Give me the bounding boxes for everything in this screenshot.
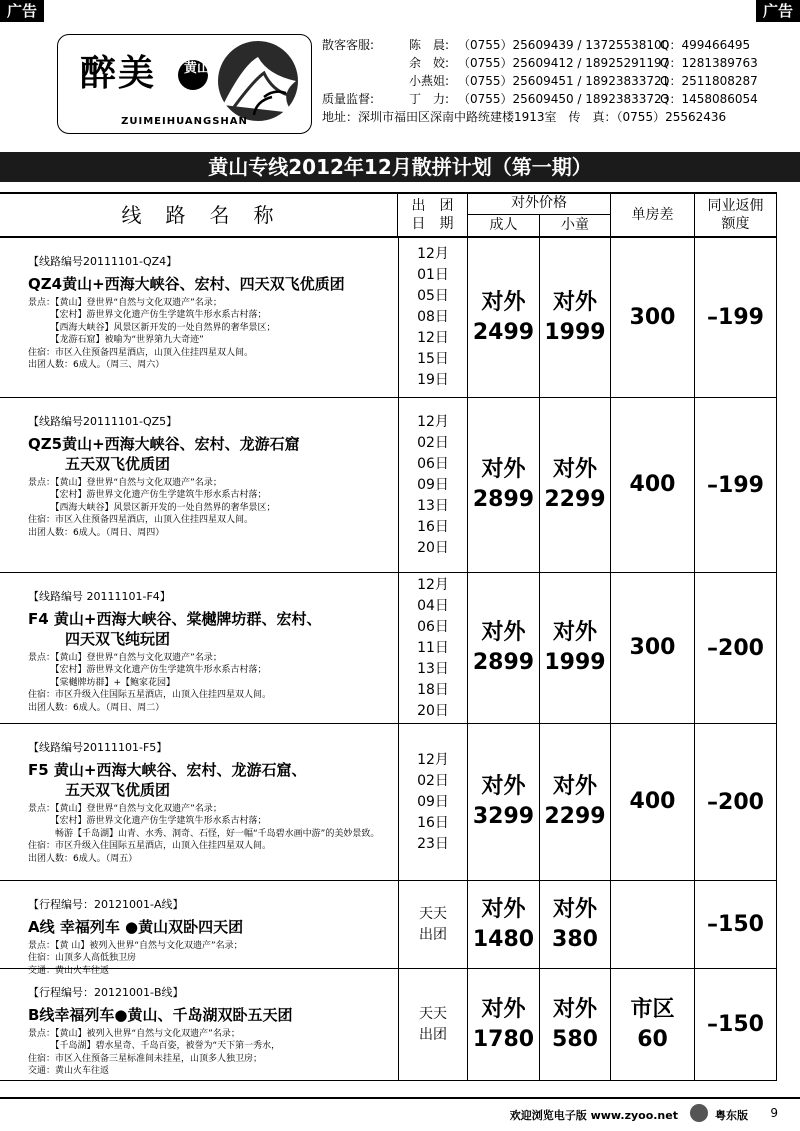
child-price-line: 对外 — [552, 620, 597, 645]
route-detail-line: 【龙游石窟】被喻为“世界第九大奇迹” — [28, 335, 204, 345]
footer-edition: 粤东版 — [715, 1109, 748, 1122]
adult-price — [468, 969, 540, 1081]
single-supplement — [611, 881, 695, 969]
contact-qq: Q：1281389763 — [660, 56, 758, 70]
ad-label-left: 广告 — [0, 0, 44, 22]
single-supplement — [611, 238, 695, 398]
contact-block — [322, 36, 792, 126]
header-adult: 成人 — [468, 215, 540, 236]
adult-price-line: 对外 — [481, 620, 526, 645]
commission-value: –199 — [695, 238, 777, 398]
route-detail-line: 交通：黄山火车往返 — [28, 1066, 110, 1076]
address-line: 地址：深圳市福田区深南中路统建楼1913室 传 真：（0755）25562436 — [322, 110, 727, 124]
route-detail-line: 景点：【黄山】被列入世界“自然与文化双遗产”名录； — [28, 1028, 240, 1039]
child-price-line: 对外 — [552, 896, 597, 922]
child-price-line: 对外 — [552, 996, 597, 1022]
route-code: 【行程编号：20121001-B线】 — [28, 986, 184, 999]
depart-dates-line: 23日 — [417, 835, 449, 852]
header-child: 小童 — [561, 217, 589, 233]
route-info — [28, 256, 396, 372]
contact-label: 散客客服: — [322, 38, 375, 52]
route-detail-line: 【棠樾牌坊群】+【鲍家花园】 — [28, 677, 176, 688]
route-info — [28, 416, 396, 539]
contact-name: 陈 晨: — [408, 38, 449, 52]
adult-price-line: 2899 — [472, 487, 535, 512]
header-route: 线 路 名 称 — [0, 192, 398, 238]
single-supplement-line: 市区 — [630, 996, 675, 1022]
depart-dates-line: 出团 — [419, 926, 447, 943]
child-price — [540, 724, 611, 881]
route-code: 【线路编号20111101-QZ4】 — [28, 255, 178, 268]
route-info — [28, 742, 396, 865]
single-supplement — [611, 724, 695, 881]
adult-price — [468, 398, 540, 573]
route-detail-line: 【宏村】游世界文化遗产仿生学建筑牛形水系古村落； — [28, 490, 267, 500]
adult-price-line: 对外 — [481, 996, 526, 1022]
depart-dates-line: 01日 — [417, 267, 449, 283]
logo-accent-text: 黄山 — [184, 61, 211, 76]
route-detail-line: 【千岛湖】碧水星奇、千岛百姿，被誉为“天下第一秀水， — [28, 1041, 281, 1051]
contact-phone: （0755）25609412 / 18925291197 — [458, 56, 670, 70]
depart-dates-line: 20日 — [417, 539, 449, 556]
route-detail-line: 景点：【黄山】登世界“自然与文化双遗产”名录； — [28, 297, 222, 308]
adult-price-line: 对外 — [481, 896, 526, 922]
depart-dates — [398, 881, 468, 969]
depart-dates-line: 05日 — [417, 288, 449, 304]
depart-dates-line: 11日 — [417, 639, 449, 656]
single-supplement-line: 300 — [629, 635, 676, 660]
child-price-line: 对外 — [552, 774, 597, 799]
page-number: 9 — [770, 1106, 778, 1120]
route-detail-line: 【宏村】游世界文化遗产仿生学建筑牛形水系古村落； — [28, 665, 267, 675]
route-title-line2: 五天双飞优质团 — [65, 454, 171, 473]
depart-dates-line: 15日 — [417, 351, 449, 367]
route-title — [28, 917, 396, 937]
adult-price — [468, 881, 540, 969]
depart-dates-line: 06日 — [417, 618, 449, 635]
adult-price-line: 1780 — [472, 1026, 535, 1052]
child-price-line: 2299 — [544, 804, 606, 829]
route-title-line1: QZ5黄山+西海大峡谷、宏村、龙游石窟 — [28, 434, 300, 453]
route-detail-line: 畅游【千岛湖】山青、水秀、洞奇、石怪，好一幅“千岛碧水画中游”的美妙景致。 — [28, 828, 380, 839]
child-price-line: 对外 — [552, 289, 597, 315]
contact-qq: Q：2511808287 — [660, 74, 758, 88]
route-detail-line: 【宏村】游世界文化遗产仿生学建筑牛形水系古村落； — [28, 816, 267, 826]
route-title-line2: 五天双飞优质团 — [65, 780, 171, 799]
contact-qq: Q：499466495 — [660, 38, 751, 52]
route-detail-line: 景点：【黄 山】被列入世界“自然与文化双遗产”名录； — [28, 940, 243, 951]
child-price — [540, 573, 611, 724]
depart-dates-line: 12月 — [417, 246, 449, 262]
child-price — [540, 881, 611, 969]
route-info — [28, 987, 396, 1078]
depart-dates-line: 04日 — [417, 597, 449, 614]
child-price — [540, 238, 611, 398]
depart-dates-line: 12日 — [417, 330, 449, 346]
adult-price-line: 对外 — [481, 457, 526, 482]
route-title — [28, 760, 396, 800]
route-detail-line: 景点：【黄山】登世界“自然与文化双遗产”名录； — [28, 477, 222, 488]
header-single: 单房差 — [611, 192, 695, 238]
route-title-line2: 四天双飞纯玩团 — [65, 629, 171, 648]
adult-price-line: 对外 — [481, 774, 526, 799]
header-price-label: 对外价格 — [468, 192, 610, 215]
ad-label-right: 广告 — [756, 0, 800, 22]
route-detail-line: 【西海大峡谷】风景区新开发的一处自然界的奢华景区； — [28, 322, 276, 333]
depart-dates-line: 20日 — [417, 702, 449, 719]
route-detail-line: 住宿：市区升级入住国际五星酒店，山顶入住挂四星双人间。 — [28, 690, 272, 700]
edition-badge-icon — [690, 1104, 708, 1122]
child-price-line: 1999 — [544, 319, 606, 345]
route-detail-line: 交通：黄山火车往返 — [28, 965, 110, 976]
route-detail-line: 住宿：市区升级入住国际五星酒店，山顶入住挂四星双人间。 — [28, 841, 272, 851]
header-price — [468, 192, 611, 238]
route-info — [28, 899, 396, 977]
adult-price — [468, 724, 540, 881]
route-code: 【行程编号：20121001-A线】 — [28, 898, 184, 911]
adult-price — [468, 238, 540, 398]
single-supplement-line: 60 — [637, 1026, 668, 1052]
depart-dates-line: 12月 — [417, 751, 449, 768]
depart-dates — [398, 573, 468, 724]
page-footer — [0, 1097, 800, 1131]
contact-label: 质量监督: — [322, 92, 375, 106]
commission-value: –150 — [695, 881, 777, 969]
commission-value: –200 — [695, 573, 777, 724]
route-detail-line: 【西海大峡谷】风景区新开发的一处自然界的奢华景区； — [28, 502, 276, 513]
depart-dates-line: 天天 — [419, 905, 447, 922]
contact-name: 小燕姐: — [408, 74, 449, 88]
child-price-line: 对外 — [552, 457, 597, 482]
depart-dates-line: 天天 — [419, 1005, 447, 1022]
route-code: 【线路编号20111101-F5】 — [28, 741, 168, 754]
route-title-line1: F4 黄山+西海大峡谷、棠樾牌坊群、宏村、 — [28, 609, 322, 628]
adult-price-line: 2499 — [472, 319, 535, 345]
depart-dates-line: 02日 — [417, 772, 449, 789]
depart-dates-line: 12月 — [417, 576, 449, 593]
depart-dates-line: 13日 — [417, 497, 449, 514]
adult-price-line: 3299 — [472, 804, 535, 829]
header-commission-line2: 额度 — [721, 216, 750, 232]
route-info — [28, 591, 396, 714]
contact-row — [322, 54, 792, 72]
contact-row — [322, 36, 792, 54]
contact-phone: （0755）25609450 / 18923833723 — [458, 92, 670, 106]
commission-value: –199 — [695, 398, 777, 573]
commission-value: –200 — [695, 724, 777, 881]
single-supplement — [611, 573, 695, 724]
header-depart-line1: 出 团 — [411, 198, 454, 214]
route-title-line1: B线幸福列车●黄山、千岛湖双卧五天团 — [28, 1005, 293, 1024]
depart-dates-line: 16日 — [417, 518, 449, 535]
depart-dates-line: 08日 — [417, 309, 449, 325]
single-supplement-line: 400 — [629, 789, 676, 814]
route-title — [28, 434, 396, 474]
depart-dates-line: 02日 — [417, 434, 449, 451]
logo-main-text: 醉美 — [80, 52, 157, 94]
child-price-line: 2299 — [544, 487, 606, 512]
route-title — [28, 274, 396, 294]
depart-dates-line: 18日 — [417, 681, 449, 698]
footer-text: 欢迎浏览电子版 www.zyoo.net — [509, 1109, 678, 1122]
header-depart-line2: 日 期 — [411, 216, 454, 232]
contact-qq: Q：1458086054 — [660, 92, 758, 106]
adult-price-line: 2899 — [472, 650, 535, 675]
route-detail-line: 出团人数：6成人。（周日、周四） — [28, 527, 165, 538]
route-detail-line: 住宿：山顶多人高低独卫房 — [28, 953, 137, 963]
route-title — [28, 1005, 396, 1025]
child-price-line: 380 — [552, 926, 598, 952]
depart-dates-line: 09日 — [417, 476, 449, 493]
route-title — [28, 609, 396, 649]
depart-dates — [398, 969, 468, 1081]
route-detail-line: 景点：【黄山】登世界“自然与文化双遗产”名录； — [28, 652, 222, 663]
adult-price-line: 对外 — [481, 289, 526, 315]
depart-dates-line: 13日 — [417, 660, 449, 677]
child-price — [540, 969, 611, 1081]
depart-dates — [398, 238, 468, 398]
depart-dates-line: 19日 — [417, 372, 449, 388]
single-supplement-line: 400 — [629, 472, 676, 497]
logo-subtitle: ZUIMEIHUANGSHAN — [121, 116, 248, 127]
child-price-line: 1999 — [544, 650, 606, 675]
single-supplement — [611, 398, 695, 573]
contact-row — [322, 90, 792, 108]
route-detail-line: 出团人数：6成人。（周五） — [28, 853, 138, 864]
page-title: 黄山专线2012年12月散拼计划（第一期） — [0, 152, 800, 182]
single-supplement-line: 300 — [629, 304, 676, 330]
adult-price-line: 1480 — [472, 926, 535, 952]
child-price-line: 580 — [552, 1026, 598, 1052]
route-detail-line: 出团人数：6成人。（周日、周二） — [28, 702, 165, 713]
route-code: 【线路编号20111101-QZ5】 — [28, 415, 178, 428]
route-detail-line: 住宿：市区入住预备四星酒店，山顶入住挂四星双人间。 — [28, 347, 254, 358]
header-commission-line1: 同业返佣 — [707, 198, 764, 214]
contact-name: 丁 力: — [408, 92, 449, 106]
brand-logo — [57, 34, 312, 134]
route-detail-line: 景点：【黄山】登世界“自然与文化双遗产”名录； — [28, 803, 222, 814]
commission-value: –150 — [695, 969, 777, 1081]
contact-phone: （0755）25609439 / 13725538100 — [458, 38, 670, 52]
route-title-line1: QZ4黄山+西海大峡谷、宏村、四天双飞优质团 — [28, 274, 345, 293]
single-supplement — [611, 969, 695, 1081]
depart-dates — [398, 398, 468, 573]
contact-phone: （0755）25609451 / 18923833721 — [458, 74, 670, 88]
depart-dates-line: 12月 — [417, 413, 449, 430]
depart-dates-line: 16日 — [417, 814, 449, 831]
route-title-line1: F5 黄山+西海大峡谷、宏村、龙游石窟、 — [28, 760, 307, 779]
child-price — [540, 398, 611, 573]
route-detail-line: 住宿：市区入住预备四星酒店，山顶入住挂四星双人间。 — [28, 515, 254, 525]
depart-dates-line: 出团 — [419, 1026, 447, 1043]
depart-dates — [398, 724, 468, 881]
header-commission — [695, 192, 777, 238]
route-detail-line: 住宿：市区入住预备三星标准间未挂星，山顶多人独卫房； — [28, 1053, 263, 1064]
contact-row — [322, 72, 792, 90]
depart-dates-line: 06日 — [417, 455, 449, 472]
adult-price — [468, 573, 540, 724]
header-depart — [398, 192, 468, 238]
contact-name: 余 姣: — [408, 56, 449, 70]
route-code: 【线路编号 20111101-F4】 — [28, 590, 171, 603]
depart-dates-line: 09日 — [417, 793, 449, 810]
route-detail-line: 【宏村】游世界文化遗产仿生学建筑牛形水系古村落； — [28, 310, 267, 320]
route-title-line1: A线 幸福列车 ●黄山双卧四天团 — [28, 917, 244, 936]
route-detail-line: 出团人数：6成人。（周三、周六） — [28, 360, 165, 370]
